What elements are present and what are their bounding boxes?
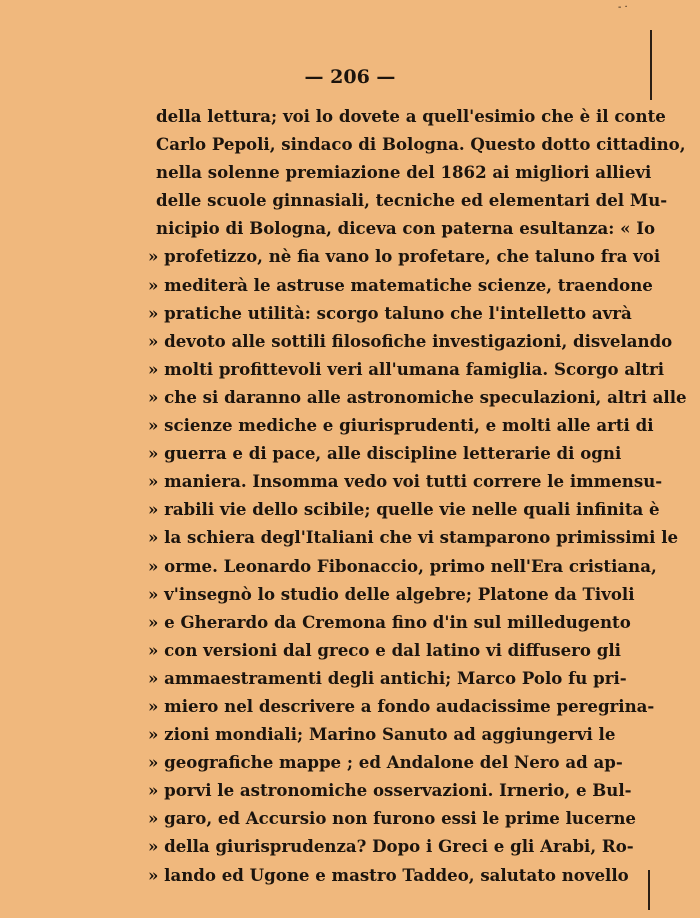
text-line: » molti profittevoli veri all'umana famiglia. Scorgo altri	[148, 358, 665, 379]
text-line: » maniera. Insomma vedo voi tutti correre le immensu-	[148, 471, 663, 492]
text-line: » geografiche mappe ; ed Andalone del Nero ad ap-	[148, 752, 623, 773]
right-edge-shadow	[648, 870, 650, 910]
text-line: » e Gherardo da Cremona fino d'in sul milledugento	[148, 611, 631, 632]
text-line: » pratiche utilità: scorgo taluno che l'intelletto avrà	[148, 302, 632, 323]
text-line: » profetizzo, nè fia vano lo profetare, che taluno fra voi	[148, 246, 661, 267]
text-line: » porvi le astronomiche osservazioni. Irnerio, e Bul-	[148, 780, 632, 801]
text-line: » orme. Leonardo Fibonaccio, primo nell'Era cristiana,	[148, 555, 657, 576]
text-line: » che si daranno alle astronomiche speculazioni, altri alle	[148, 386, 687, 407]
text-line: Carlo Pepoli, sindaco di Bologna. Questo dotto cittadino,	[156, 134, 686, 155]
text-line: » ammaestramenti degli antichi; Marco Polo fu pri-	[148, 667, 627, 688]
text-line: della lettura; voi lo dovete a quell'esimio che è il conte	[156, 106, 666, 126]
text-line: » guerra e di pace, alle discipline letterarie di ogni	[148, 443, 622, 464]
text-line: » garo, ed Accursio non furono essi le prime lucerne	[148, 808, 636, 829]
text-line: » zioni mondiali; Marino Sanuto ad aggiungervi le	[148, 724, 616, 745]
text-line: » v'insegnò lo studio delle algebre; Platone da Tivoli	[148, 583, 635, 604]
body-text	[148, 102, 687, 889]
text-line: » miero nel descrivere a fondo audacissime peregrina-	[148, 695, 655, 716]
text-line: » devoto alle sottili filosofiche investigazioni, disvelando	[148, 330, 673, 351]
text-line: » mediterà le astruse matematiche scienze, traendone	[148, 274, 653, 295]
page-number: — 206 —	[304, 66, 396, 88]
text-line: » la schiera degl'Italiani che vi stamparono primissimi le	[148, 527, 679, 548]
text-line: » con versioni dal greco e dal latino vi diffusero gli	[148, 639, 621, 660]
text-line: » scienze mediche e giurisprudenti, e molti alle arti di	[148, 415, 654, 436]
corner-speck: - ·	[618, 2, 628, 13]
text-line: delle scuole ginnasiali, tecniche ed elementari del Mu-	[156, 190, 668, 211]
right-edge-shadow	[650, 30, 652, 100]
text-line: » lando ed Ugone e mastro Taddeo, salutato novello	[148, 864, 629, 885]
text-line: nicipio di Bologna, diceva con paterna esultanza: « Io	[156, 218, 656, 239]
text-line: » della giurisprudenza? Dopo i Greci e gli Arabi, Ro-	[148, 836, 634, 857]
text-line: » rabili vie dello scibile; quelle vie nelle quali infinita è	[148, 499, 660, 520]
text-line: nella solenne premiazione del 1862 ai migliori allievi	[156, 162, 652, 183]
